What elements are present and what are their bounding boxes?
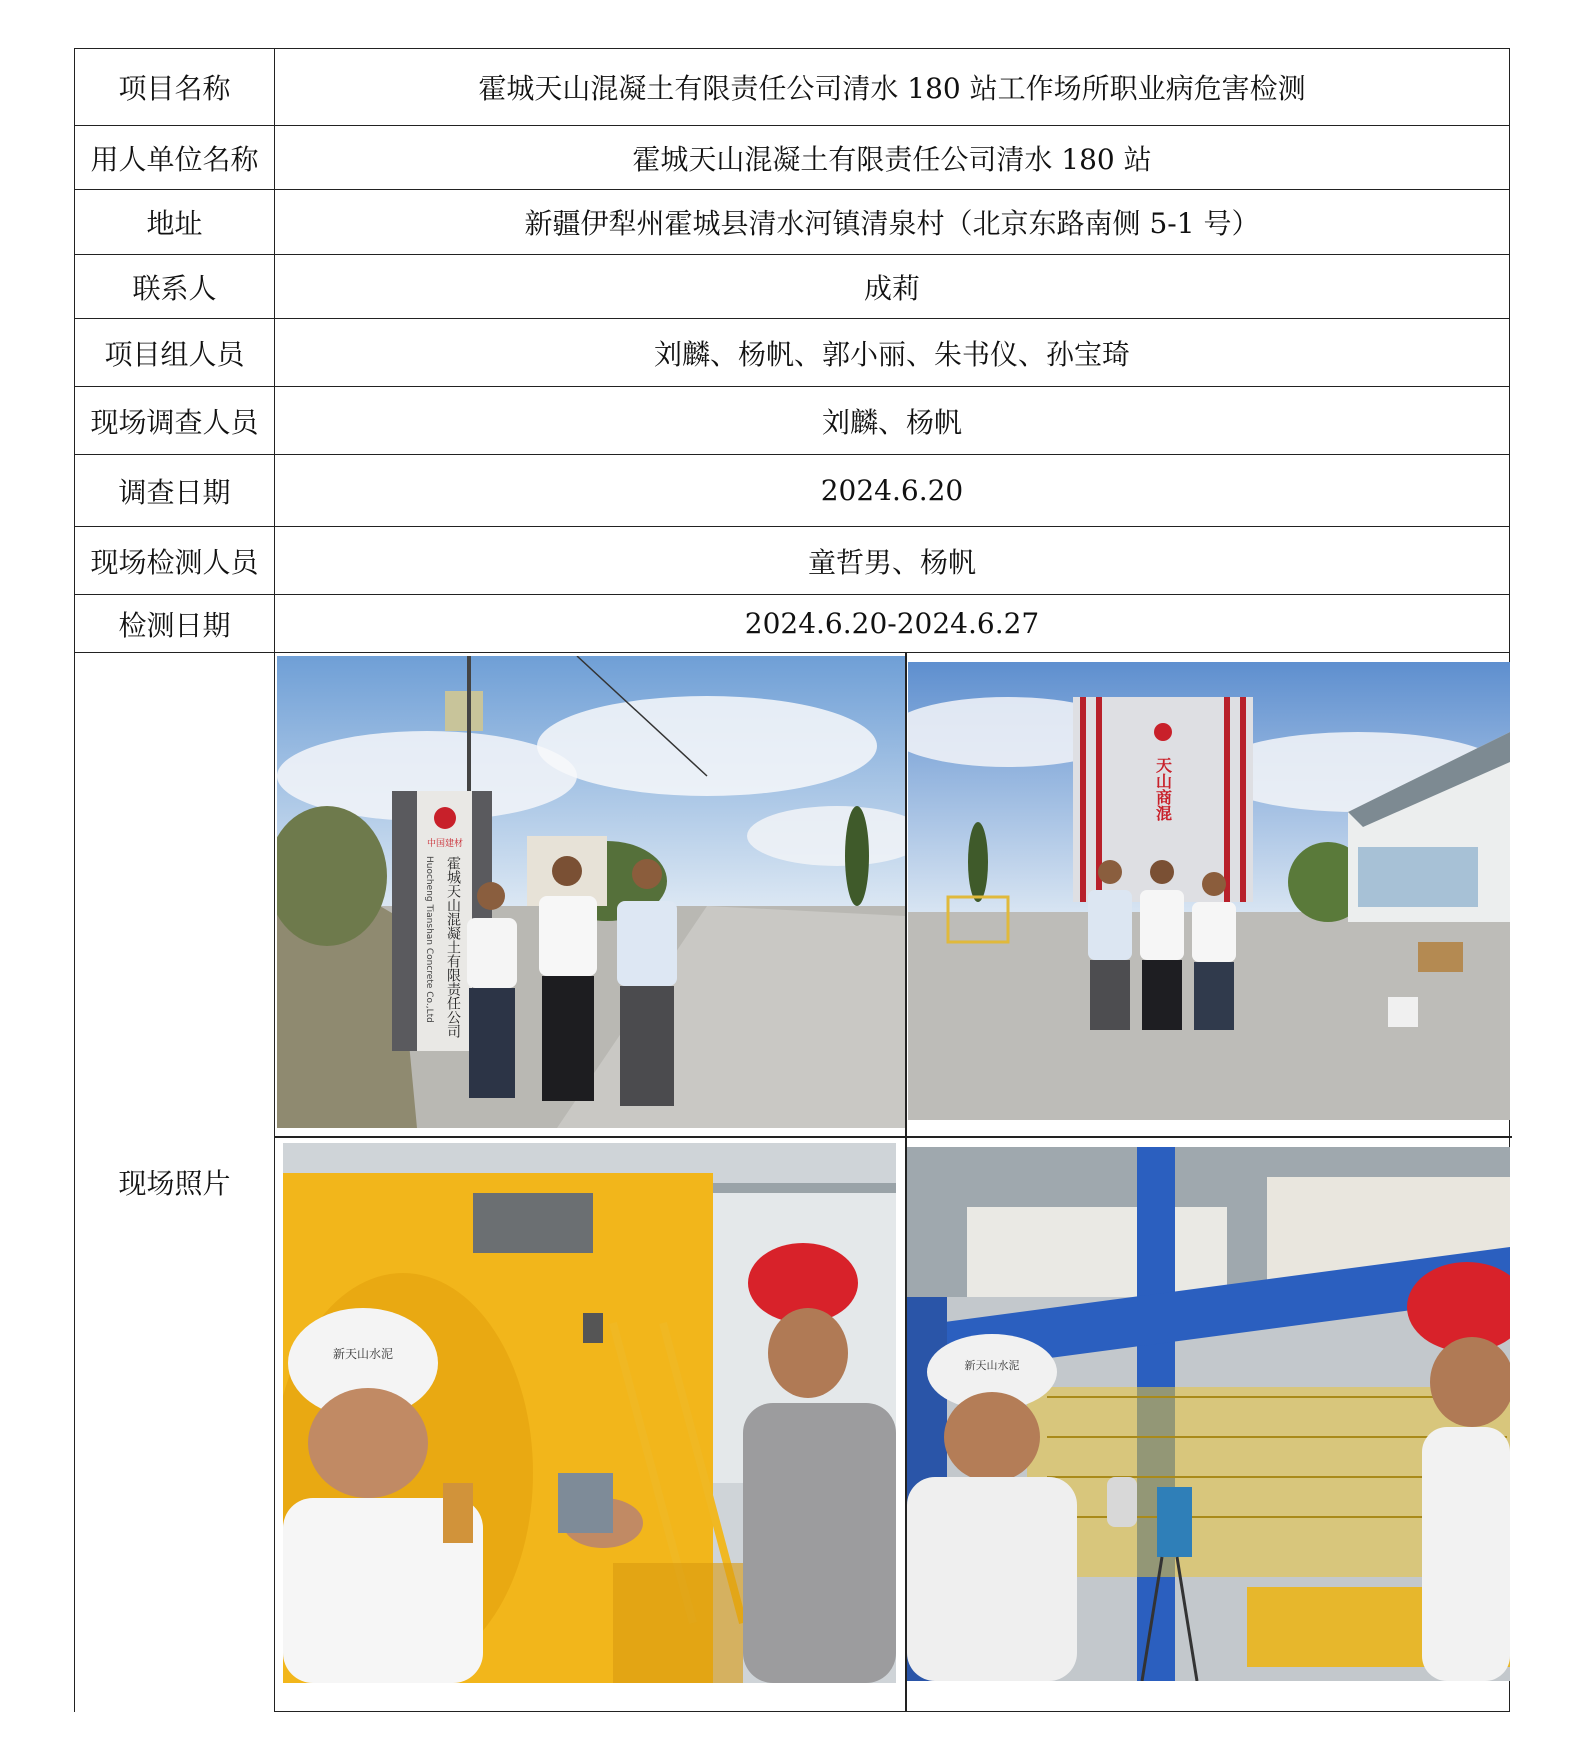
report-sheet (74, 48, 1510, 1712)
value-test-staff: 童哲男、杨帆 (275, 527, 1510, 595)
info-table (74, 48, 1510, 1712)
photo-mixing-tower (908, 662, 1510, 1120)
label-address: 地址 (75, 190, 275, 255)
row-survey-date (75, 455, 1510, 527)
label-contact: 联系人 (75, 255, 275, 319)
tower-text: 天山商混 (1153, 757, 1173, 821)
label-survey-date: 调查日期 (75, 455, 275, 527)
value-survey-date: 2024.6.20 (275, 455, 1510, 527)
photos-cell (275, 653, 1510, 1712)
value-test-date: 2024.6.20-2024.6.27 (275, 595, 1510, 653)
value-contact: 成莉 (275, 255, 1510, 319)
row-photos (75, 653, 1510, 1712)
label-employer: 用人单位名称 (75, 126, 275, 190)
photo-conveyor-measurement (907, 1147, 1510, 1681)
label-team: 项目组人员 (75, 319, 275, 387)
value-address: 新疆伊犁州霍城县清水河镇清泉村（北京东路南侧 5-1 号） (275, 190, 1510, 255)
helmet-text-white: 新天山水泥 (332, 1347, 394, 1361)
row-test-date (75, 595, 1510, 653)
sign-brand-text: 中国建材 (426, 839, 464, 849)
photo-divider-horizontal (275, 1136, 1512, 1138)
value-team: 刘麟、杨帆、郭小丽、朱书仪、孙宝琦 (275, 319, 1510, 387)
value-survey-staff: 刘麟、杨帆 (275, 387, 1510, 455)
row-test-staff (75, 527, 1510, 595)
helmet-text-white-2: 新天山水泥 (964, 1359, 1020, 1372)
row-project-name (75, 49, 1510, 126)
label-test-staff: 现场检测人员 (75, 527, 275, 595)
label-photos: 现场照片 (75, 653, 275, 1712)
sign-company-cn: 霍城天山混凝土有限责任公司 (445, 856, 461, 1038)
row-contact (75, 255, 1510, 319)
row-team (75, 319, 1510, 387)
label-test-date: 检测日期 (75, 595, 275, 653)
photo-entrance-sign (277, 656, 905, 1128)
row-employer (75, 126, 1510, 190)
row-address (75, 190, 1510, 255)
sign-company-en: Huocheng Tianshan Concrete Co.,Ltd (424, 856, 434, 1023)
photo-mixer-measurement (283, 1143, 896, 1683)
value-project-name: 霍城天山混凝土有限责任公司清水 180 站工作场所职业病危害检测 (275, 49, 1510, 126)
value-employer: 霍城天山混凝土有限责任公司清水 180 站 (275, 126, 1510, 190)
photo-grid (275, 653, 1512, 1711)
label-survey-staff: 现场调查人员 (75, 387, 275, 455)
label-project-name: 项目名称 (75, 49, 275, 126)
row-survey-staff (75, 387, 1510, 455)
